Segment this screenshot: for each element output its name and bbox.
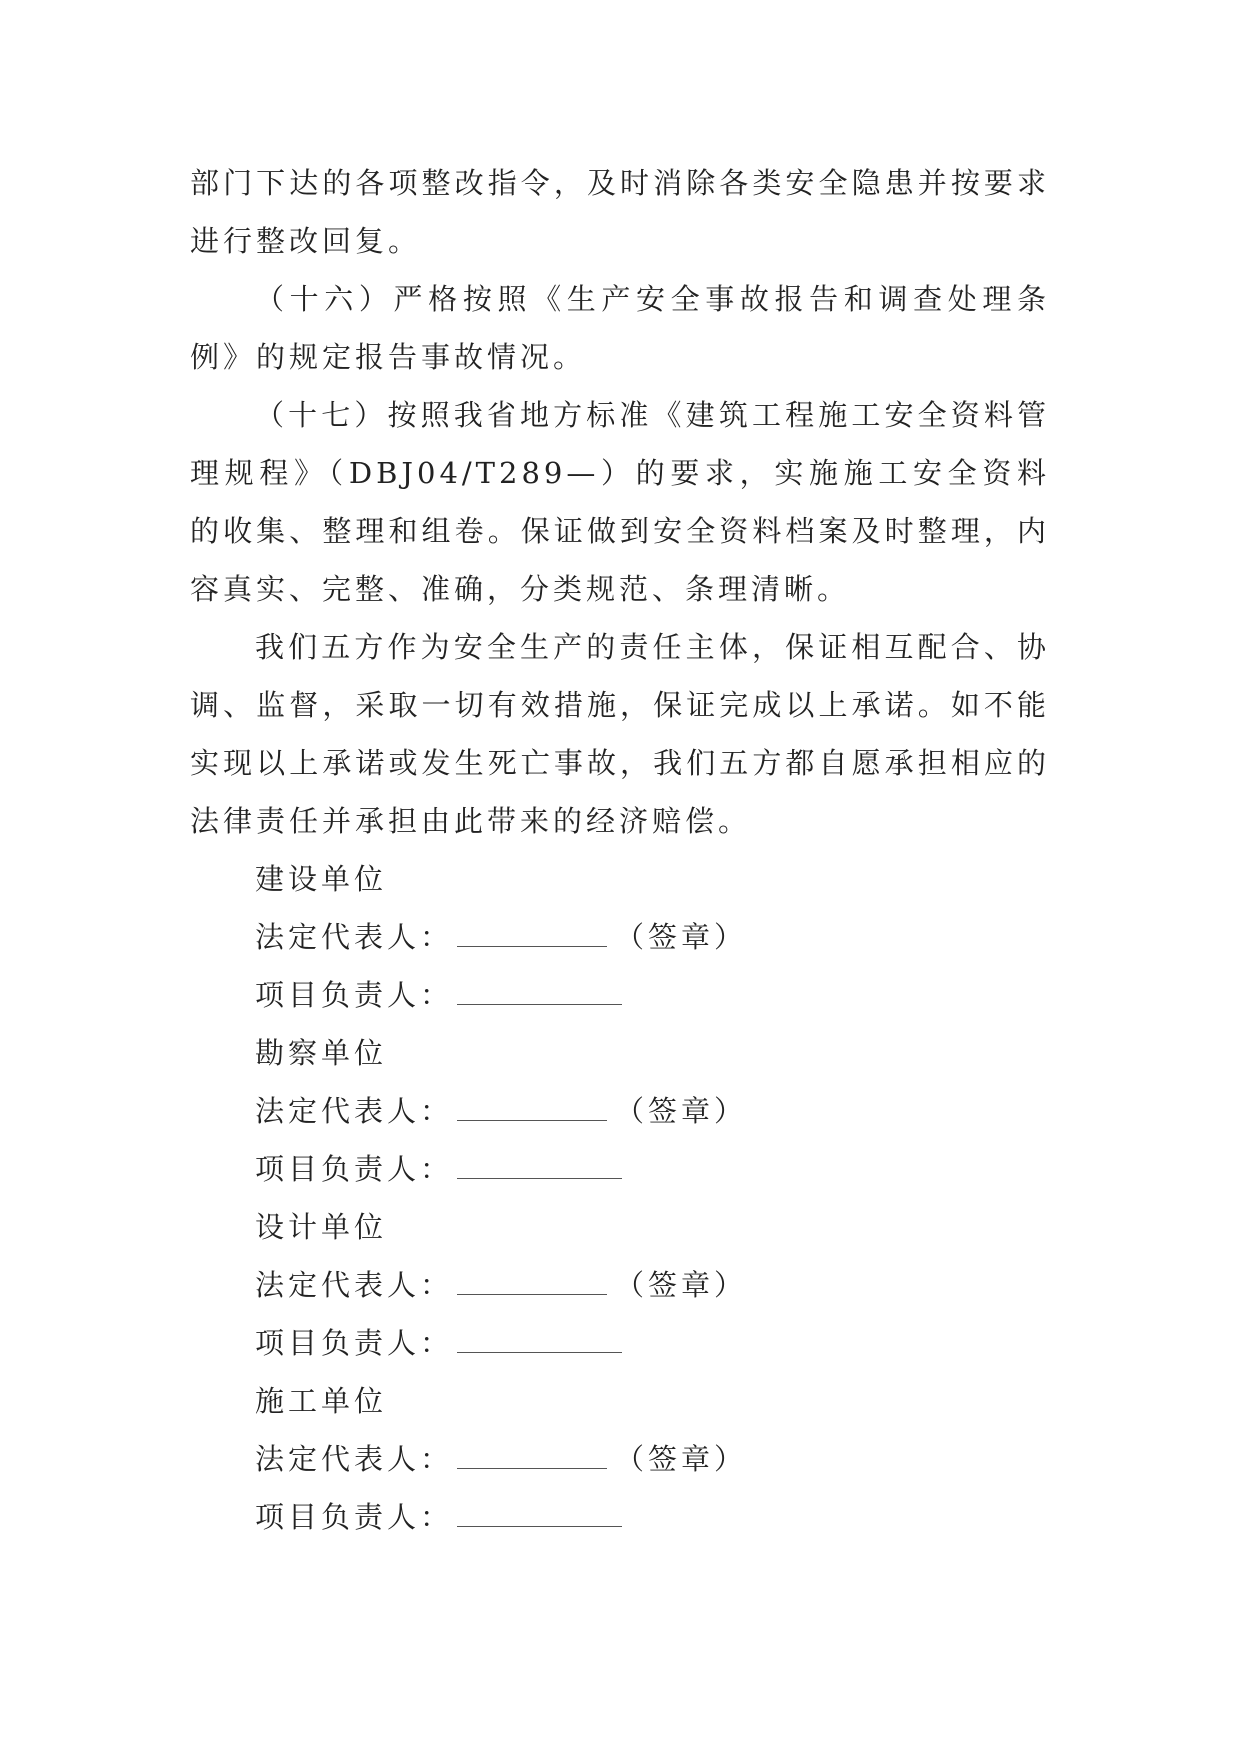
project-manager-line <box>255 1140 1050 1198</box>
project-manager-blank <box>457 974 622 1005</box>
paragraph-accident-report: （十六）严格按照《生产安全事故报告和调查处理条例》的规定报告事故情况。 <box>190 282 1050 374</box>
legal-representative-line <box>255 1430 1050 1488</box>
project-manager-line <box>255 1488 1050 1546</box>
legal-representative-label: 法定代表人： <box>255 1094 454 1128</box>
legal-representative-label: 法定代表人： <box>255 1268 454 1302</box>
project-manager-blank <box>457 1322 622 1353</box>
signature-section <box>255 850 1050 1546</box>
signature-group-construction-unit <box>255 850 1050 1024</box>
paragraph-rectification: 部门下达的各项整改指令，及时消除各类安全隐患并按要求进行整改回复。 <box>190 166 1050 258</box>
legal-representative-blank <box>457 916 607 947</box>
legal-representative-line <box>255 1256 1050 1314</box>
legal-representative-blank <box>457 1090 607 1121</box>
legal-representative-line <box>255 1082 1050 1140</box>
document-body <box>190 154 1050 1546</box>
seal-label: （签章） <box>615 1268 748 1302</box>
unit-name: 设计单位 <box>255 1210 388 1244</box>
project-manager-label: 项目负责人： <box>255 1326 454 1360</box>
unit-name: 建设单位 <box>255 862 388 896</box>
paragraph-safety-records: （十七）按照我省地方标准《建筑工程施工安全资料管理规程》（DBJ04/T289—）的要求，实施施工安全资料的收集、整理和组卷。保证做到安全资料档案及时整理，内容真实、完整、准确，分类规范、条理清晰。 <box>190 398 1050 606</box>
legal-representative-blank <box>457 1438 607 1469</box>
project-manager-line <box>255 966 1050 1024</box>
seal-label: （签章） <box>615 1442 748 1476</box>
paragraph-five-parties-commitment: 我们五方作为安全生产的责任主体，保证相互配合、协调、监督，采取一切有效措施，保证完成以上承诺。如不能实现以上承诺或发生死亡事故，我们五方都自愿承担相应的法律责任并承担由此带来的经济赔偿。 <box>190 630 1050 838</box>
legal-representative-label: 法定代表人： <box>255 1442 454 1476</box>
legal-representative-line <box>255 908 1050 966</box>
seal-label: （签章） <box>615 920 748 954</box>
signature-group-survey-unit <box>255 1024 1050 1198</box>
seal-label: （签章） <box>615 1094 748 1128</box>
project-manager-blank <box>457 1148 622 1179</box>
project-manager-label: 项目负责人： <box>255 978 454 1012</box>
project-manager-label: 项目负责人： <box>255 1152 454 1186</box>
project-manager-line <box>255 1314 1050 1372</box>
signature-group-contractor-unit <box>255 1372 1050 1546</box>
unit-name: 勘察单位 <box>255 1036 388 1070</box>
signature-group-design-unit <box>255 1198 1050 1372</box>
legal-representative-blank <box>457 1264 607 1295</box>
unit-name: 施工单位 <box>255 1384 388 1418</box>
legal-representative-label: 法定代表人： <box>255 920 454 954</box>
project-manager-blank <box>457 1496 622 1527</box>
project-manager-label: 项目负责人： <box>255 1500 454 1534</box>
